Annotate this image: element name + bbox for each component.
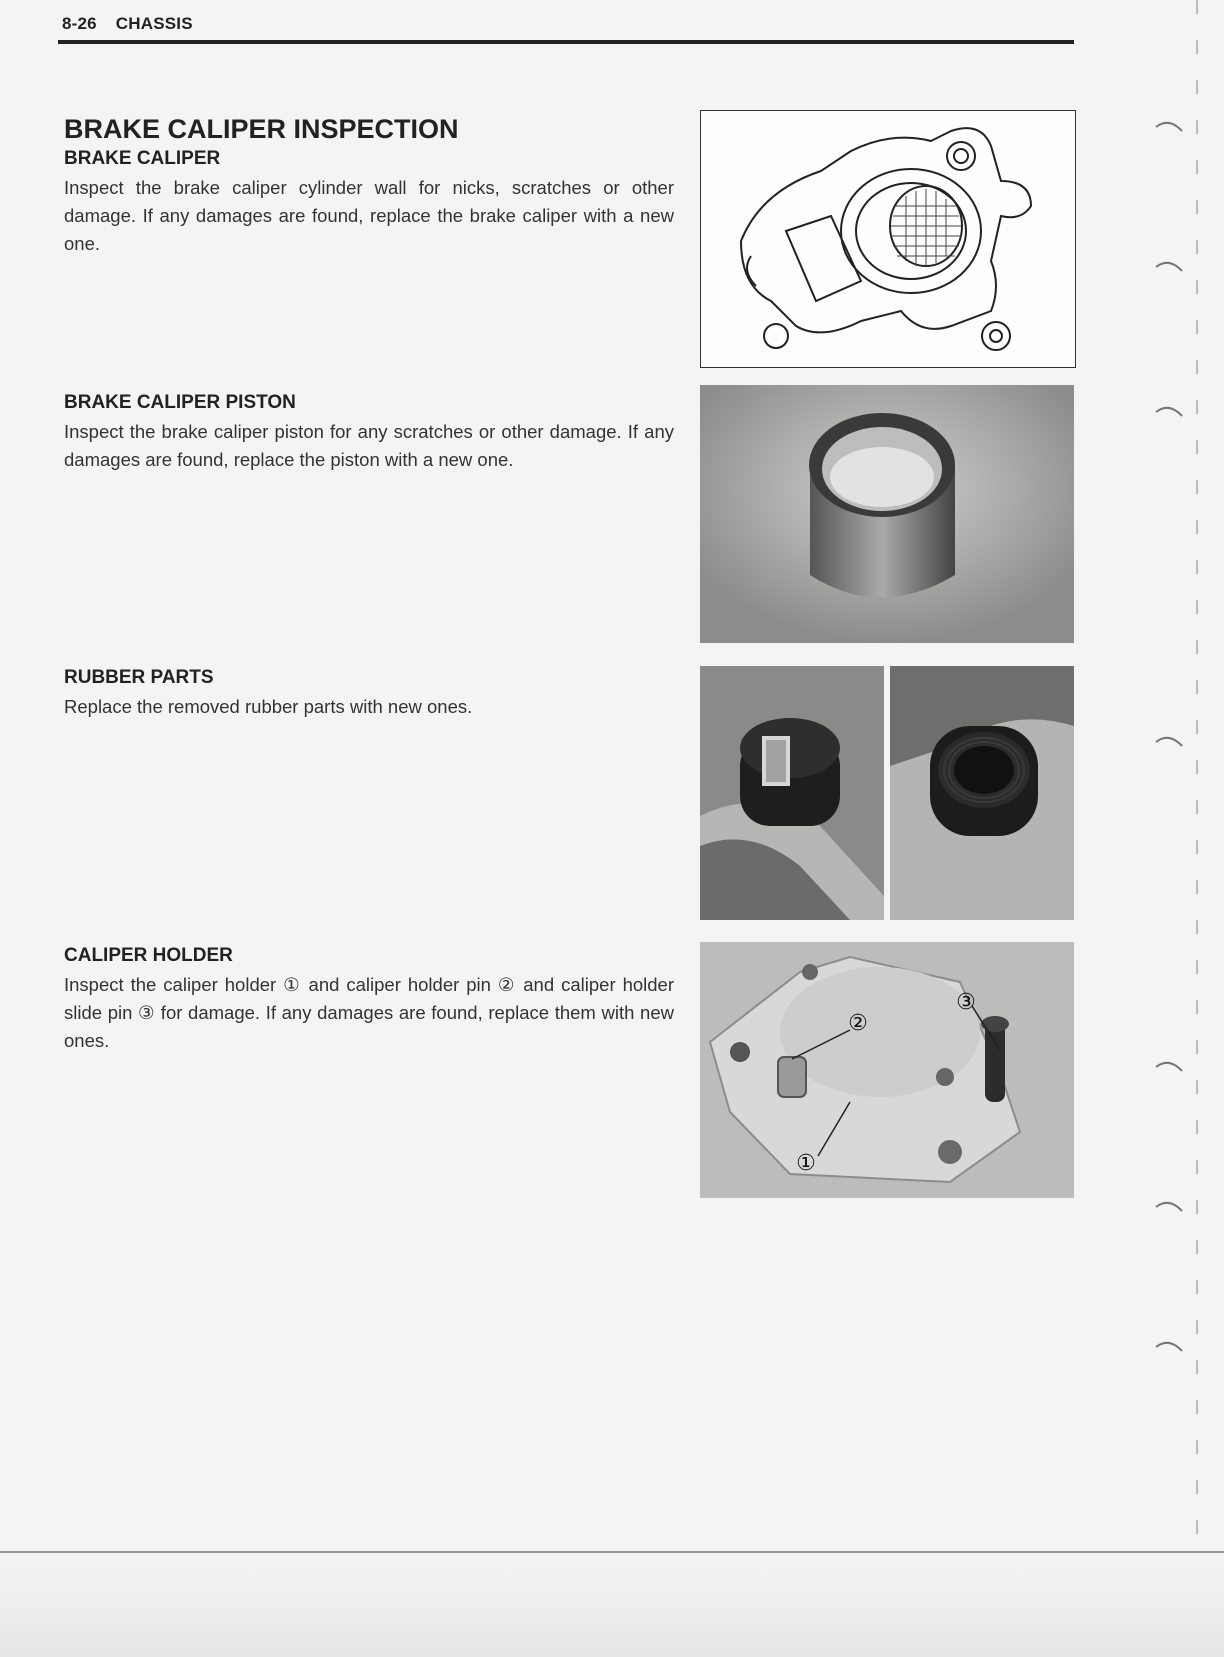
binding-hook-icon	[1154, 1195, 1184, 1225]
label-caliper-holder: ①	[796, 1151, 816, 1176]
section-text: Replace the removed rubber parts with new ones.	[64, 696, 473, 717]
section-heading: BRAKE CALIPER PISTON	[64, 392, 296, 413]
page-number: 8-26	[62, 14, 97, 33]
section-name: CHASSIS	[115, 14, 193, 33]
bottom-shade	[0, 1556, 1224, 1657]
section-text: Inspect the brake caliper cylinder wall for nicks, scratches or other damage. If any damages are found, replace the brake caliper with a new one.	[64, 177, 674, 254]
binding-hook-icon	[1154, 115, 1184, 145]
brake-caliper-piston-photo	[700, 385, 1074, 643]
section-heading: CALIPER HOLDER	[64, 945, 233, 966]
rubber-parts-photo-right	[890, 666, 1074, 920]
section-rubber-parts	[64, 667, 674, 721]
binding-hook-icon	[1154, 1055, 1184, 1085]
section-brake-caliper-piston	[64, 392, 674, 474]
binding-hook-icon	[1154, 255, 1184, 285]
section-caliper-holder	[64, 945, 674, 1055]
label-slide-pin: ③	[956, 990, 976, 1015]
bottom-rule	[0, 1551, 1224, 1553]
rubber-parts-photo-left	[700, 666, 884, 920]
page-title: BRAKE CALIPER INSPECTION	[64, 114, 459, 144]
brake-caliper-illustration	[700, 110, 1076, 368]
section-heading: BRAKE CALIPER	[64, 148, 221, 169]
binding-hook-icon	[1154, 400, 1184, 430]
page-edge-marks	[1196, 0, 1198, 1540]
section-text: Inspect the caliper holder ① and caliper holder pin ② and caliper holder slide pin ③ for damage. If any damages are found, replace them with new ones.	[64, 974, 674, 1051]
header-rule	[58, 40, 1074, 44]
section-text: Inspect the brake caliper piston for any scratches or other damage. If any damages are found, replace the piston with a new one.	[64, 421, 674, 470]
section-brake-caliper	[64, 148, 674, 258]
caliper-holder-photo	[700, 942, 1074, 1198]
label-holder-pin: ②	[848, 1011, 868, 1036]
section-heading: RUBBER PARTS	[64, 667, 214, 688]
binding-hook-icon	[1154, 730, 1184, 760]
binding-hook-icon	[1154, 1335, 1184, 1365]
page-header	[62, 14, 193, 34]
